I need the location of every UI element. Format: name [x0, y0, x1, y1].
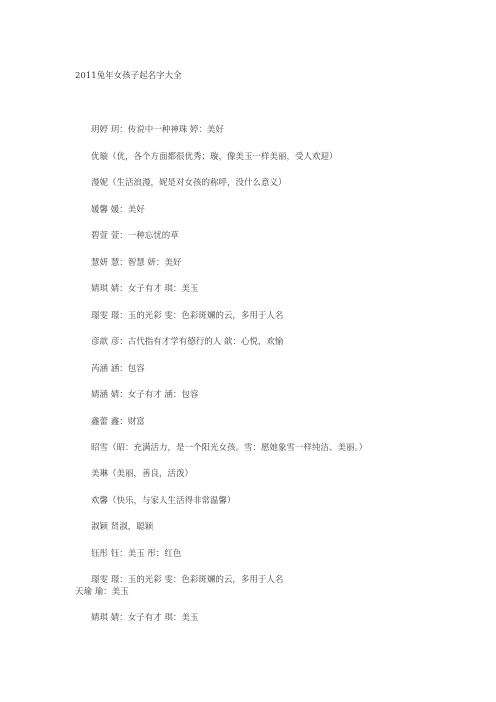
name-entry: 漫妮（生活浪漫，妮是对女孩的称呼，没什么意义）: [91, 178, 287, 188]
name-entry: 优璇（优，各个方面都很优秀；璇，像美玉一样美丽，受人欢迎）: [91, 152, 338, 162]
name-entry: 昭雪（昭：充满活力，是一个阳光女孩。雪：愿她象雪一样纯洁、美丽。）: [91, 443, 368, 453]
name-entry: 淑颖 贤淑，聪颖: [91, 522, 154, 532]
name-entry: 媛馨 媛：美好: [91, 205, 145, 215]
name-entry: 鑫蕾 鑫：财富: [91, 417, 145, 427]
name-entry: 婧涵 婧：女子有才 涵：包容: [91, 390, 199, 400]
name-entry: 璟雯 璟：玉的光彩 雯：色彩斑斓的云，多用于人名: [91, 575, 284, 585]
name-entry: 彦歆 彦：古代指有才学有德行的人 歆：心悦，欢愉: [91, 337, 284, 347]
name-entry: 璟雯 璟：玉的光彩 雯：色彩斑斓的云，多用于人名: [91, 311, 284, 321]
document-title: 2011兔年女孩子起名字大全: [75, 71, 182, 81]
name-entry: 慧妍 慧：智慧 妍：美好: [91, 258, 182, 268]
name-entry: 碧萱 萱：一种忘忧的草: [91, 231, 179, 241]
name-entry: 美琳（美丽，善良，活泼）: [91, 469, 194, 479]
name-entry: 玥婷 玥：传说中一种神珠 婷：美好: [91, 125, 224, 135]
name-entry: 钰彤 钰：美玉 彤：红色: [91, 549, 182, 559]
name-entry: 欢馨（快乐，与家人生活得非常温馨）: [91, 496, 236, 506]
name-entry: 婧琪 婧：女子有才 琪：美玉: [91, 284, 199, 294]
name-entry: 芮涵 涵：包容: [91, 364, 145, 374]
name-entry: 天瑜 瑜：美玉: [75, 587, 129, 597]
name-entry: 婧琪 婧：女子有才 琪：美玉: [91, 613, 199, 623]
